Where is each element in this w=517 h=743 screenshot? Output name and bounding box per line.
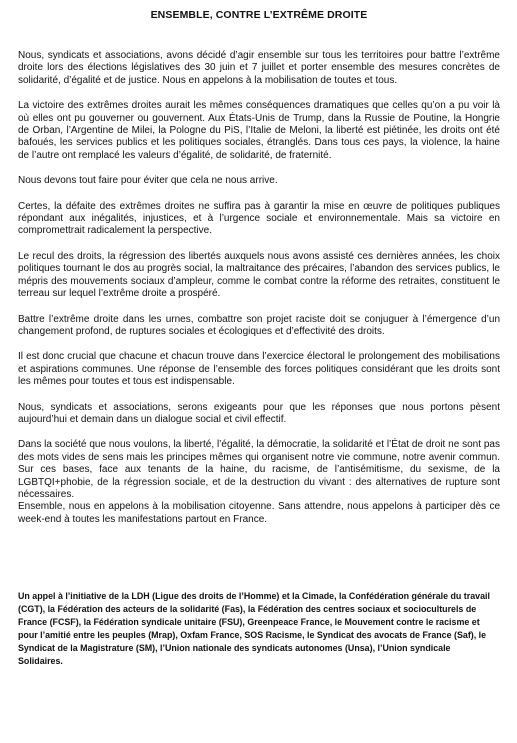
document-title: ENSEMBLE, CONTRE L’EXTRÊME DROITE [150, 9, 368, 21]
paragraph-rollback-of-rights: Le recul des droits, la régression des libertés auxquels nous avons assisté ces dernières années, les choix politiques tournant le dos au progrès social, la maltraitance des précaires, l’abandon des services publics, le mépris des mouvements sociaux d’ampleur, comme le combat contre la réforme des retraites, constituent le terreau sur lequel l’extrême droite a prospéré. [18, 250, 500, 300]
paragraph-demanding-answers: Nous, syndicats et associations, serons exigeants pour que les réponses que nous portons pèsent aujourd’hui et demain dans un dialogue social et civil effectif. [18, 401, 500, 425]
paragraph-electoral-extension: Il est donc crucial que chacune et chacun trouve dans l’exercice électoral le prolongement des mobilisations et aspirations communes. Une réponse de l’ensemble des forces politiques considérant que les droits sont les mêmes pour toutes et tous est indispensable. [18, 351, 500, 388]
section-spacer [18, 539, 500, 590]
paragraph-society-we-want: Dans la société que nous voulons, la liberté, l’égalité, la démocratie, la solidarité et l’État de droit ne sont pas des mots vides de sens mais les principes mêmes qui organisent notre vie commune, notre avenir commun. Sur ces bases, face aux tenants de la haine, du racisme, de l’antisémitisme, du sexisme, de la LGBTQI+phobie, de la régression sociale, et de la destruction du vivant : des alternatives de rupture sont nécessaires. [18, 439, 500, 500]
signatories-list: Un appel à l’initiative de la LDH (Ligue des droits de l’Homme) et la Cimade, la Confédération générale du travail (CGT), la Fédération des acteurs de la solidarité (Fas), la Fédération des centres sociaux et socioculturels de France (FCSF), la Fédération syndicale unitaire (FSU), Greenpeace France, le Mouvement contre le racisme et pour l’amitié entre les peuples (Mrap), Oxfam France, SOS Racisme, le Syndicat des avocats de France (Saf), le Syndicat de la Magistrature (SM), l’Union nationale des syndicats autonomes (Unsa), l’Union syndicale Solidaires. [18, 591, 490, 667]
paragraph-consequences: La victoire des extrêmes droites aurait les mêmes conséquences dramatiques que celles qu’on a pu voir là où elles ont pu gouverner ou gouvernent. Aux États-Unis de Trump, dans la Russie de Poutine, la Hongrie de Orban, l’Argentine de Milei, la Pologne du PiS, l’Italie de Meloni, la liberté est piétinée, les droits ont été bafoués, les services publics et les politiques sociales, étranglés. Dans tous ces pays, la violence, la haine de l’autre ont remplacé les valeurs d’égalité, de solidarité, de fraternité. [18, 100, 500, 161]
paragraph-must-avoid: Nous devons tout faire pour éviter que cela ne nous arrive. [18, 175, 278, 187]
paragraph-call-to-act: Nous, syndicats et associations, avons décidé d’agir ensemble sur tous les territoires pour battre l’extrême droite lors des élections législatives des 30 juin et 7 juillet et porter ensemble des mesures concrètes de solidarité, d’égalité et de justice. Nous en appelons à la mobilisation de toutes et tous. [18, 50, 500, 86]
paragraph-defeat-not-enough: Certes, la défaite des extrêmes droites ne suffira pas à garantir la mise en œuvre de politiques publiques répondant aux inégalités, injustices, et à l’urgence sociale et environnementale. Mais sa victoire en compromettrait radicalement la perspective. [18, 200, 500, 237]
paragraph-beat-far-right: Battre l’extrême droite dans les urnes, combattre son projet raciste doit se conjuguer à l’émergence d’un changement profond, de ruptures sociales et écologiques et d’effectivité des droits. [18, 313, 500, 337]
paragraph-citizen-mobilisation: Ensemble, nous en appelons à la mobilisation citoyenne. Sans attendre, nous appelons à participer dès ce week-end à toutes les manifestations partout en France. [18, 501, 500, 525]
